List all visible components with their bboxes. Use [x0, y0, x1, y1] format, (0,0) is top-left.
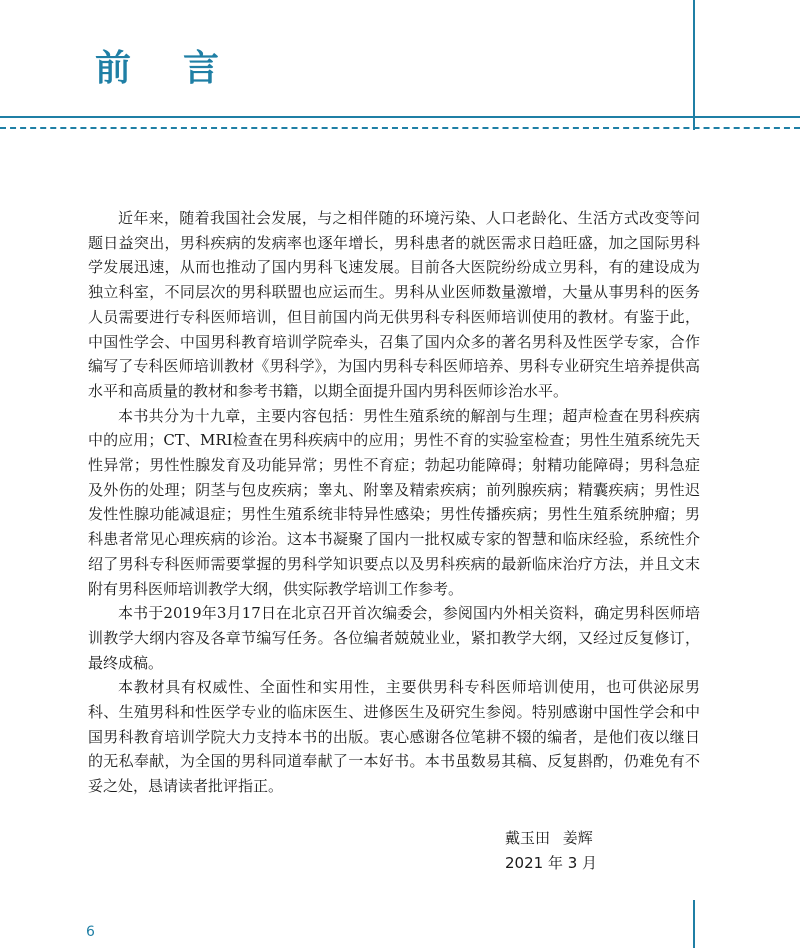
footer-vertical-rule: [693, 900, 695, 948]
header-vertical-rule: [693, 0, 695, 130]
signature-date: 2021 年 3 月: [505, 854, 598, 872]
page-number: 6: [86, 924, 95, 940]
preface-body: [88, 206, 700, 799]
header-solid-rule: [0, 116, 800, 118]
page-title: 前言: [95, 48, 272, 89]
paragraph-1: 近年来，随着我国社会发展，与之相伴随的环境污染、人口老龄化、生活方式改变等问题日益突出，男科疾病的发病率也逐年增长，男科患者的就医需求日趋旺盛，加之国际男科学发展迅速，从而也推动了国内男科飞速发展。目前各大医院纷纷成立男科，有的建设成为独立科室，不同层次的男科联盟也应运而生。男科从业医师数量激增，大量从事男科的医务人员需要进行专科医师培训，但目前国内尚无供男科专科医师培训使用的教材。有鉴于此，中国性学会、中国男科教育培训学院牵头，召集了国内众多的著名男科及性医学专家，合作编写了专科医师培训教材《男科学》，为国内男科专科医师培养、男科专业研究生培养提供高水平和高质量的教材和参考书籍，以期全面提升国内男科医师诊治水平。: [88, 209, 700, 400]
signature-block: [505, 826, 625, 876]
paragraph-2: 本书共分为十九章，主要内容包括：男性生殖系统的解剖与生理；超声检查在男科疾病中的应用；CT、MRI检查在男科疾病中的应用；男性不育的实验室检查；男性生殖系统先天性异常；男性性腺发育及功能异常；男性不育症；勃起功能障碍；射精功能障碍；男科急症及外伤的处理；阴茎与包皮疾病；睾丸、附睾及精索疾病；前列腺疾病；精囊疾病；男性迟发性性腺功能减退症；男性生殖系统非特异性感染；男性传播疾病；男性生殖系统肿瘤；男科患者常见心理疾病的诊治。这本书凝聚了国内一批权威专家的智慧和临床经验，系统性介绍了男科专科医师需要掌握的男科学知识要点以及男科疾病的最新临床治疗方法，并且文末附有男科医师培训教学大纲，供实际教学培训工作参考。: [88, 406, 700, 598]
paragraph-3: 本书于2019年3月17日在北京召开首次编委会，参阅国内外相关资料，确定男科医师培训教学大纲内容及各章节编写任务。各位编者兢兢业业，紧扣教学大纲，又经过反复修订，最终成稿。: [88, 604, 700, 672]
header-dashed-rule: [0, 127, 800, 129]
paragraph-4: 本教材具有权威性、全面性和实用性，主要供男科专科医师培训使用，也可供泌尿男科、生殖男科和性医学专业的临床医生、进修医生及研究生参阅。特别感谢中国性学会和中国男科教育培训学院大力支持本书的出版。衷心感谢各位笔耕不辍的编者，是他们夜以继日的无私奉献，为全国的男科同道奉献了一本好书。本书虽数易其稿、反复斟酌，仍难免有不妥之处，恳请读者批评指正。: [88, 678, 700, 796]
signature-authors: 戴玉田 姜辉: [505, 829, 593, 847]
